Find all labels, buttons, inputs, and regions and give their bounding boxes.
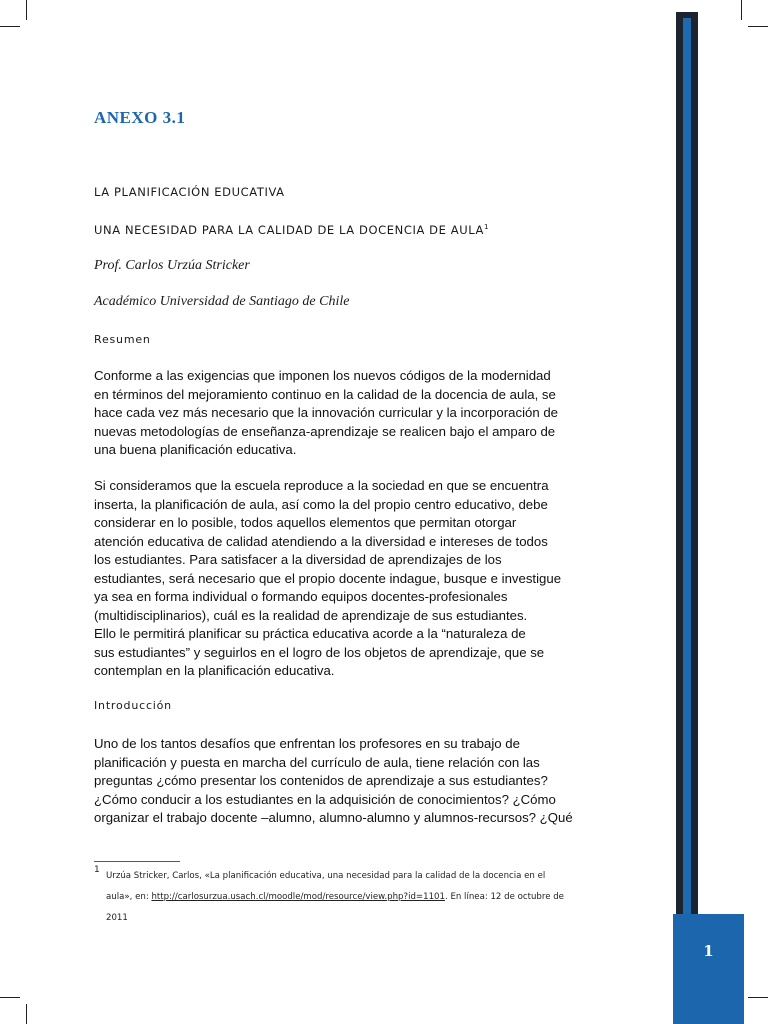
crop-mark <box>26 0 27 20</box>
footnote-divider <box>94 861 180 862</box>
crop-mark <box>0 997 20 998</box>
text-line: sus estudiantes” y seguirlos en el logro de los objetos de aprendizaje, que se <box>94 644 545 660</box>
text-line: planificación y puesta en marcha del currículo de aula, tiene relación con las <box>94 754 540 770</box>
text-line: Si consideramos que la escuela reproduce a la sociedad en que se encuentra <box>94 478 549 493</box>
crop-mark <box>0 26 20 27</box>
text-line: ya sea en forma individual o formando equipos docentes-profesionales <box>94 589 508 604</box>
text-line: estudiantes, será necesario que el propio docente indague, busque e investigue <box>94 570 562 586</box>
text-line: Ello le permitirá planificar su práctica educativa acorde a la “naturaleza de <box>94 626 526 641</box>
footnote <box>94 866 564 929</box>
text-line: preguntas ¿cómo presentar los contenidos de aprendizaje a sus estudiantes? <box>94 773 548 788</box>
subtitle-text: UNA NECESIDAD PARA LA CALIDAD DE LA DOCENCIA DE AULA <box>94 223 484 237</box>
footnote-text: aula», en: <box>106 892 152 902</box>
text-line: inserta, la planificación de aula, así como la del propio centro educativo, debe <box>94 496 548 512</box>
text-line: atención educativa de calidad atendiendo a la diversidad e intereses de todos <box>94 533 548 549</box>
footnote-text: . En línea: 12 de octubre de <box>444 892 564 902</box>
text-line: una buena planificación educativa. <box>94 442 297 457</box>
author-affiliation: Académico Universidad de Santiago de Chile <box>94 294 350 309</box>
text-line: Conforme a las exigencias que imponen los nuevos códigos de la modernidad <box>94 368 551 383</box>
document-title: LA PLANIFICACIÓN EDUCATIVA <box>94 185 285 199</box>
footnote-line: Urzúa Stricker, Carlos, «La planificación educativa, una necesidad para la calidad de la docencia en el <box>106 871 546 881</box>
author-name: Prof. Carlos Urzúa Stricker <box>94 258 250 273</box>
text-line: hace cada vez más necesario que la innovación curricular y la incorporación de <box>94 405 559 420</box>
crop-mark <box>748 997 768 998</box>
paragraph-resumen-1 <box>94 367 580 460</box>
text-line: Uno de los tantos desafíos que enfrentan los profesores en su trabajo de <box>94 736 520 751</box>
page-number-box <box>673 914 744 1024</box>
text-line: nuevas metodologías de enseñanza-aprendizaje se realicen bajo el amparo de <box>94 423 556 439</box>
side-decor-bar-accent <box>683 18 691 923</box>
footnote-link[interactable]: http://carlosurzua.usach.cl/moodle/mod/resource/view.php?id=1101 <box>151 892 445 902</box>
text-line: en términos del mejoramiento continuo en la calidad de la docencia de aula, se <box>94 386 556 402</box>
page-number: 1 <box>703 942 714 960</box>
text-line: organizar el trabajo docente –alumno, alumno-alumno y alumnos-recursos? ¿Qué <box>94 810 573 825</box>
document-subtitle <box>94 223 489 237</box>
text-line: contemplan en la planificación educativa. <box>94 663 335 678</box>
text-line: los estudiantes. Para satisfacer a la diversidad de aprendizajes de los <box>94 552 502 567</box>
footnote-mark: 1 <box>94 865 100 875</box>
crop-mark <box>26 1004 27 1024</box>
crop-mark <box>748 26 768 27</box>
text-line: (multidisciplinarios), cuál es la realidad de aprendizaje de sus estudiantes. <box>94 607 528 623</box>
footnote-reference: 1 <box>483 223 490 232</box>
crop-mark <box>741 0 742 20</box>
section-label-resumen: Resumen <box>94 333 151 346</box>
paragraph-introduccion <box>94 735 580 828</box>
footnote-line: 2011 <box>106 913 128 923</box>
text-line: ¿Cómo conducir a los estudiantes en la adquisición de conocimientos? ¿Cómo <box>94 791 556 807</box>
text-line: considerar en lo posible, todos aquellos elementos que permitan otorgar <box>94 515 517 530</box>
footnote-line <box>94 887 564 908</box>
annex-heading: ANEXO 3.1 <box>94 108 186 127</box>
section-label-introduccion: Introducción <box>94 699 172 712</box>
paragraph-resumen-2 <box>94 477 580 681</box>
